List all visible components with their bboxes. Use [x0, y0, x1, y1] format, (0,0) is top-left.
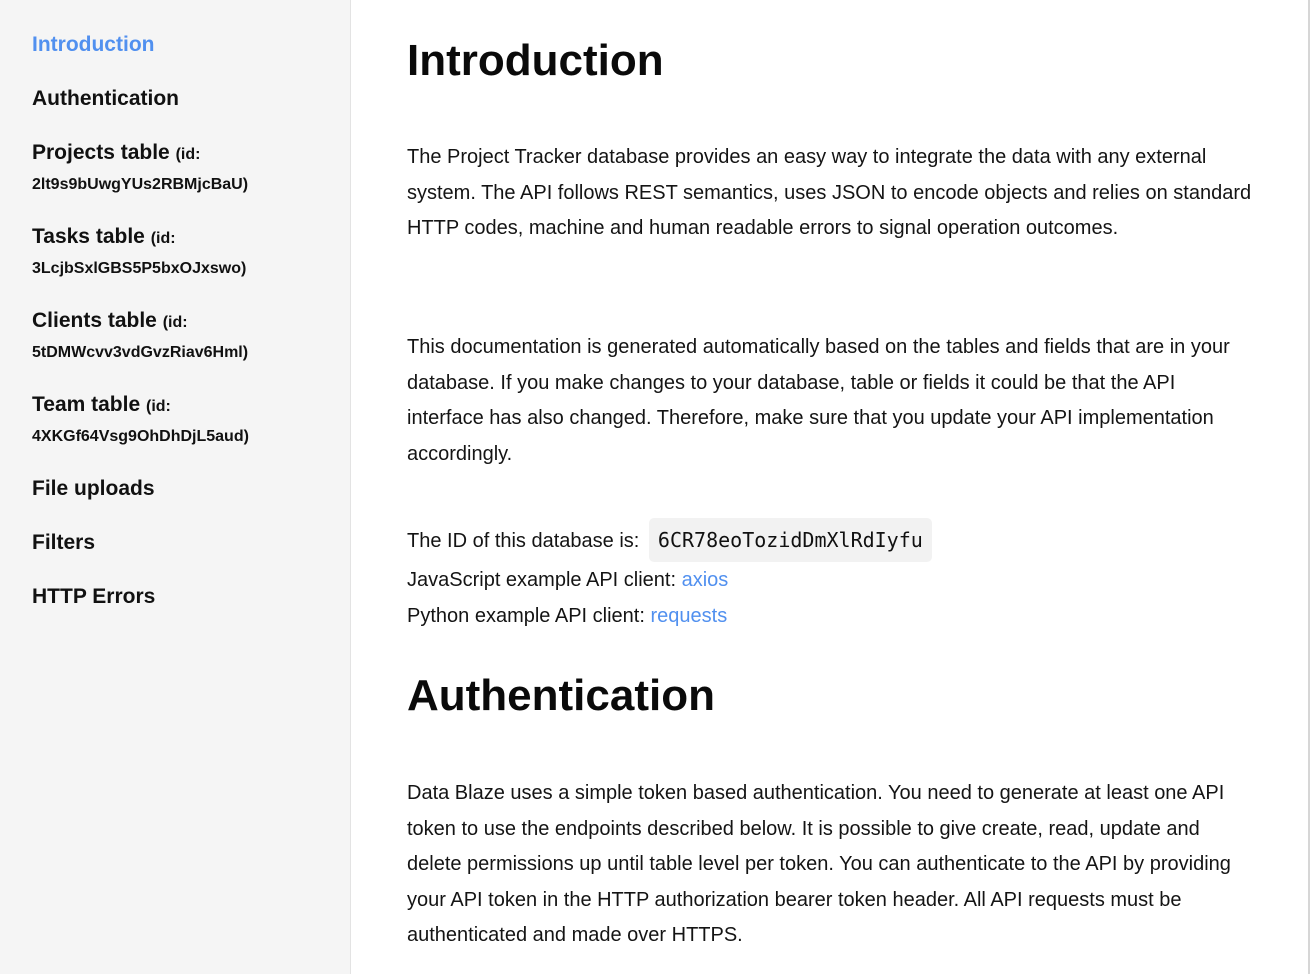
intro-paragraph: This documentation is generated automatically based on the tables and fields that are in your database. If you make changes to your database, table or fields it could be that the API interface has also changed. Therefore, make sure that you update your API implementation accordingly. — [407, 336, 1230, 465]
page-title: Introduction — [407, 36, 664, 85]
sidebar-item-authentication[interactable] — [0, 84, 350, 114]
sidebar-item-label: Tasks table — [32, 225, 145, 248]
sidebar-item-filters[interactable] — [0, 528, 350, 558]
js-client-label: JavaScript example API client: — [407, 569, 677, 591]
sidebar-item-label: Projects table — [32, 141, 170, 164]
sidebar-item-label: File uploads — [32, 477, 155, 500]
sidebar-item-table-id: (id: 5tDMWcvv3vdGvzRiav6Hml) — [32, 314, 249, 361]
database-info — [407, 518, 932, 634]
requests-link[interactable]: requests — [650, 605, 728, 627]
sidebar-nav — [0, 0, 351, 974]
axios-link[interactable]: axios — [681, 569, 729, 591]
database-id-value: 6CR78eoTozidDmXlRdIyfu — [649, 518, 932, 562]
sidebar-item-tasks-table[interactable] — [0, 222, 350, 282]
python-client-label: Python example API client: — [407, 605, 645, 627]
auth-paragraph: Data Blaze uses a simple token based authentication. You need to generate at least one API token to use the endpoints described below. It is possible to give create, read, update and delete permissions up until table level per token. You can authenticate to the API by providing your API token in the HTTP authorization bearer token header. All API requests must be authenticated and made over HTTPS. — [407, 782, 1231, 946]
sidebar-item-label: Clients table — [32, 309, 157, 332]
sidebar-item-table-id: (id: 3LcjbSxlGBS5P5bxOJxswo) — [32, 230, 247, 277]
main-content — [407, 0, 1267, 974]
database-id-label: The ID of this database is: — [407, 530, 640, 552]
sidebar-item-table-id: (id: 2lt9s9bUwgYUs2RBMjcBaU) — [32, 146, 249, 193]
sidebar-item-team-table[interactable] — [0, 390, 350, 450]
sidebar-item-introduction[interactable] — [0, 30, 350, 60]
sidebar-item-label: Introduction — [32, 33, 155, 56]
sidebar-item-file-uploads[interactable] — [0, 474, 350, 504]
sidebar-item-label: Authentication — [32, 87, 179, 110]
python-client-line — [407, 598, 932, 634]
section-title-authentication: Authentication — [407, 671, 715, 720]
sidebar-item-table-id: (id: 4XKGf64Vsg9OhDhDjL5aud) — [32, 398, 249, 445]
sidebar-item-label: Team table — [32, 393, 141, 416]
sidebar-item-projects-table[interactable] — [0, 138, 350, 198]
sidebar-item-clients-table[interactable] — [0, 306, 350, 366]
sidebar-item-http-errors[interactable] — [0, 582, 350, 612]
js-client-line — [407, 562, 932, 598]
sidebar-item-label: Filters — [32, 531, 96, 554]
intro-paragraph: The Project Tracker database provides an easy way to integrate the data with any external system. The API follows REST semantics, uses JSON to encode objects and relies on standard HTTP codes, machine and human readable errors to signal operation outcomes. — [407, 146, 1252, 239]
database-id-line — [407, 518, 932, 562]
sidebar-item-label: HTTP Errors — [32, 585, 156, 608]
